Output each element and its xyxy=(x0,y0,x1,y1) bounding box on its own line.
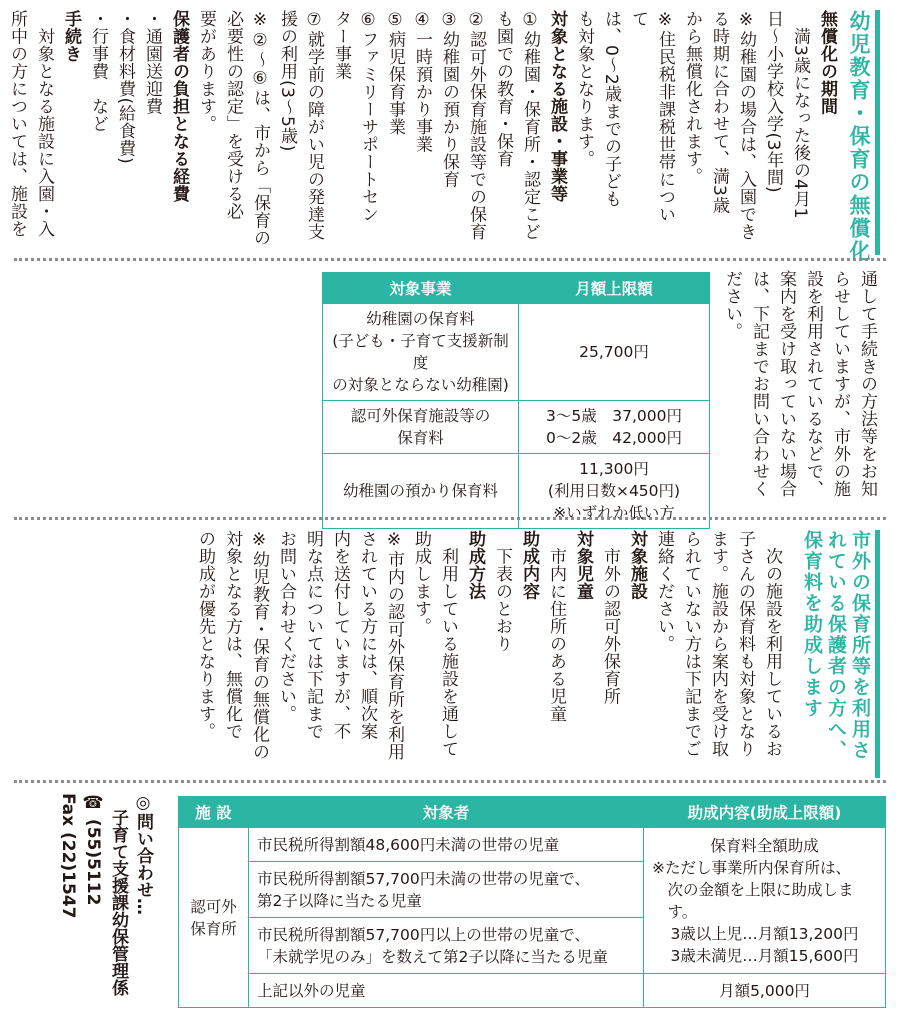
divider-3 xyxy=(14,780,886,783)
text-line: ※幼稚園の場合は、入園でき xyxy=(736,10,756,241)
text-line: 利用している施設を通して xyxy=(438,530,458,758)
cell-line: 第2子以降に当たる児童 xyxy=(257,891,422,910)
cell-line: 上記以外の児童 xyxy=(257,981,366,1000)
fax-label: Fax xyxy=(58,793,78,827)
text-line: 対象となる施設に入園・入 xyxy=(34,10,54,238)
aid-table-header xyxy=(179,797,886,828)
text-line: らせしていますが、市外の施 xyxy=(830,270,850,498)
th-eligible: 対象者 xyxy=(249,797,644,828)
cell-line: ※ただし事業所内保育所は、 xyxy=(652,858,851,877)
contact-title: ◎問い合わせ… xyxy=(133,793,153,915)
text-line: 満3歳になった後の4月1 xyxy=(790,10,810,219)
text-line: ③幼稚園の預かり保育 xyxy=(439,10,459,188)
subheading: 無償化の期間 xyxy=(817,10,837,115)
contact-block xyxy=(55,793,155,1018)
text-line: ⑤病児保育事業 xyxy=(385,10,405,136)
subsidy-limit-table-header xyxy=(323,273,710,304)
text-line: お問い合わせください。 xyxy=(276,530,296,723)
text-line: も園での教育・保育 xyxy=(493,10,513,168)
cell-aid xyxy=(644,828,886,974)
text-line: ます。施設から案内を受け取 xyxy=(708,530,728,758)
section1-heading xyxy=(846,10,880,263)
text-line: ※②〜⑥は、市から「保育の xyxy=(250,10,270,247)
text-line: ②認可外保育施設等での保育 xyxy=(466,10,486,241)
subheading: 助成内容 xyxy=(519,530,539,600)
cell-line: 幼稚園の預かり保育料 xyxy=(342,482,498,500)
subheading: 助成方法 xyxy=(465,530,485,600)
text-line: ・通園送迎費 xyxy=(142,10,162,115)
text-line: 案内を受け取っていない場合 xyxy=(776,270,796,498)
cell-line: 「未就学児のみ」を数えて第2子以降に当たる児童 xyxy=(257,947,608,966)
cell-line: 市民税所得割額57,700円未満の世帯の児童で、 xyxy=(257,869,590,888)
subheading: 対象施設 xyxy=(627,530,647,600)
cell-project xyxy=(323,304,519,401)
text-line: 要があります。 xyxy=(196,10,216,133)
contact-dept: 子育て支援課幼保管理係 xyxy=(108,809,128,996)
subheading: 保護者の負担となる経費 xyxy=(169,10,189,203)
text-line: ・行事費 など xyxy=(88,10,108,133)
text-line: 対象となる方は、無償化で xyxy=(222,530,242,740)
cell-line: す。 xyxy=(652,902,698,921)
th-target-project: 対象事業 xyxy=(323,273,519,304)
cell-limit xyxy=(519,401,710,454)
text-line: 日〜小学校入学(3年間) xyxy=(763,10,783,194)
table-row xyxy=(179,828,886,862)
cell-line: 認可外 xyxy=(190,897,237,916)
text-line: ださい。 xyxy=(722,270,742,340)
text-line: ⑦就学前の障がい児の発達支 xyxy=(304,10,324,241)
text-line: 子さんの保育料も対象となり xyxy=(735,530,755,758)
text-line: も対象となります。 xyxy=(574,10,594,168)
text-line: る時期に合わせて、満3歳 xyxy=(709,10,729,214)
cell-line: 保育料 xyxy=(397,429,444,447)
cell-line: 0〜2歳 42,000円 xyxy=(546,429,682,447)
text-line: 下表のとおり xyxy=(492,530,512,653)
text-line: 助成します。 xyxy=(411,530,431,635)
table-row xyxy=(323,401,710,454)
text-line: 連絡ください。 xyxy=(654,530,674,653)
th-aid: 助成内容(助成上限額) xyxy=(644,797,886,828)
section1-continued xyxy=(705,270,880,515)
cell-line: ※いずれか低い方 xyxy=(553,504,675,522)
text-line: て xyxy=(628,10,648,28)
cell-line: 次の金額を上限に助成しま xyxy=(652,880,854,899)
cell-eligible xyxy=(249,974,644,1008)
cell-aid-last: 月額5,000円 xyxy=(644,974,886,1008)
section2-heading-line: 市外の保育所等を利用さ xyxy=(849,530,871,761)
contact-tel: (55)5112 xyxy=(83,818,103,906)
phone-icon: ☎ xyxy=(83,793,103,813)
text-line: ①幼稚園・保育所・認定こど xyxy=(520,10,540,241)
cell-line: (利用日数×450円) xyxy=(547,482,681,500)
section1-heading-text: 幼児教育・保育の無償化 xyxy=(847,10,871,263)
table-row xyxy=(323,304,710,401)
cell-line: 市民税所得割額57,700円以上の世帯の児童で、 xyxy=(257,925,590,944)
cell-line: 認可外保育施設等の xyxy=(350,407,491,425)
text-line: られていない方は下記までご xyxy=(681,530,701,758)
text-line: は、0〜2歳までの子ども xyxy=(601,10,621,208)
cell-line: 25,700円 xyxy=(579,343,649,361)
text-line: 援の利用(3〜5歳) xyxy=(277,10,297,152)
text-line: は、下記までお問い合わせく xyxy=(749,270,769,498)
aid-table xyxy=(178,796,886,1008)
subheading: 手続き xyxy=(61,10,81,63)
subsidy-limit-table xyxy=(322,272,710,529)
cell-line: の対象とならない幼稚園) xyxy=(332,376,509,394)
text-line: ④一時預かり事業 xyxy=(412,10,432,153)
text-line: 市外の認可外保育所 xyxy=(600,530,620,705)
cell-line: 市民税所得割額48,600円未満の世帯の児童 xyxy=(257,835,560,854)
th-monthly-limit: 月額上限額 xyxy=(519,273,710,304)
cell-eligible xyxy=(249,918,644,974)
cell-line: 3〜5歳 37,000円 xyxy=(546,407,682,425)
section2-body xyxy=(25,530,785,778)
cell-line: 3歳未満児…月額15,600円 xyxy=(670,946,859,965)
cell-facility xyxy=(179,828,249,1008)
cell-line: 幼稚園の保育料 xyxy=(366,310,475,328)
cell-eligible xyxy=(249,862,644,918)
th-facility: 施 設 xyxy=(179,797,249,828)
text-line: 通して手続きの方法等をお知 xyxy=(857,270,877,498)
text-line: から無償化されます。 xyxy=(682,10,702,185)
cell-eligible xyxy=(249,828,644,862)
text-line: 所中の方については、施設を xyxy=(7,10,27,238)
text-line: ⑥ファミリーサポートセン xyxy=(358,10,378,223)
subheading: 対象となる施設・事業等 xyxy=(547,10,567,203)
section1-body xyxy=(7,10,840,255)
text-line: ※市内の認可外保育所を利用 xyxy=(384,530,404,761)
text-line: ター事業 xyxy=(331,10,351,80)
subheading: 対象児童 xyxy=(573,530,593,600)
divider-2 xyxy=(14,517,886,520)
text-line: 市内に住所のある児童 xyxy=(546,530,566,723)
section2-heading-line: れている保護者の方へ、 xyxy=(825,530,847,761)
text-line: されている方には、順次案 xyxy=(357,530,377,740)
cell-line: (子ども・子育て支援新制度 xyxy=(332,332,509,372)
text-line: ・食材料費(給食費) xyxy=(115,10,135,165)
text-line: 次の施設を利用しているお xyxy=(762,530,782,758)
section2-heading-line: 保育料を助成します xyxy=(801,530,823,719)
contact-fax: (22)1547 xyxy=(58,831,78,919)
table-row xyxy=(179,974,886,1008)
cell-line: 3歳以上児…月額13,200円 xyxy=(670,924,859,943)
cell-limit xyxy=(519,304,710,401)
text-line: 設を利用されているなどで、 xyxy=(803,270,823,498)
cell-line: 保育料全額助成 xyxy=(710,836,819,855)
text-line: 内を送付していますが、不 xyxy=(330,530,350,740)
text-line: の助成が優先となります。 xyxy=(195,530,215,740)
cell-line: 11,300円 xyxy=(579,460,649,478)
text-line: 必要性の認定」を受ける必 xyxy=(223,10,243,220)
text-line: 明な点については下記まで xyxy=(303,530,323,740)
text-line: ※住民税非課税世帯につい xyxy=(655,10,675,223)
section2-heading xyxy=(800,530,880,778)
text-line: ※幼児教育・保育の無償化の xyxy=(249,530,269,761)
divider-1 xyxy=(14,258,886,261)
cell-project xyxy=(323,401,519,454)
cell-line: 保育所 xyxy=(190,919,237,938)
